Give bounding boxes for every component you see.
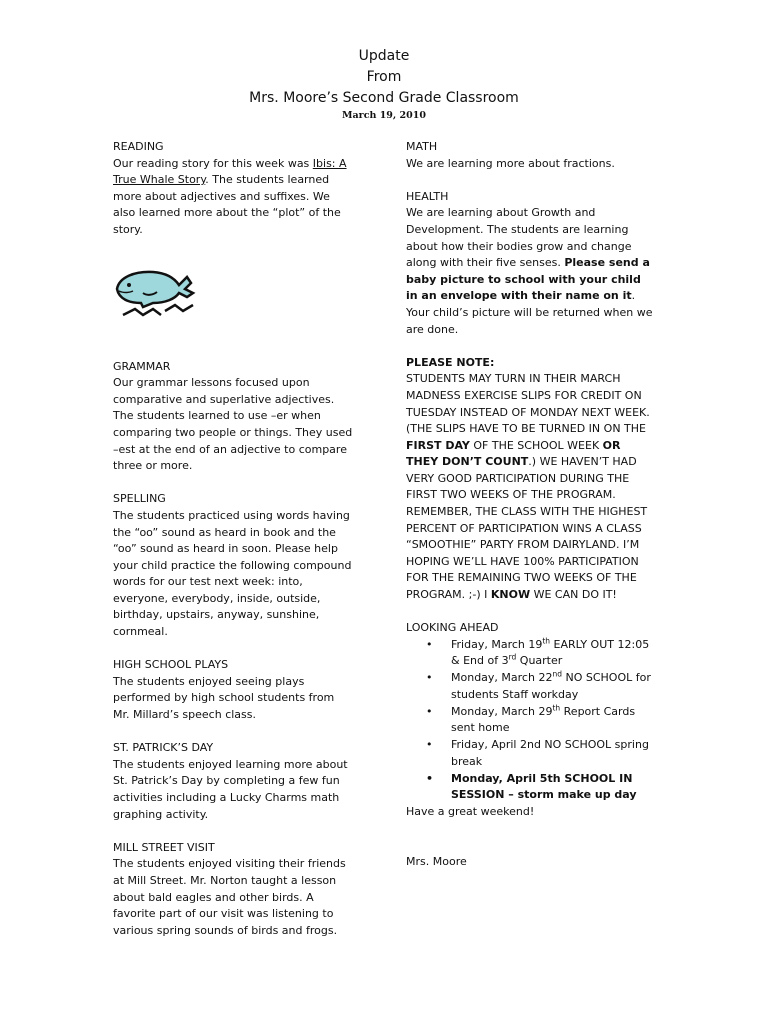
spelling-text: The students practiced using words having the “oo” sound as heard in book and the “oo” sound as heard in soon. Please help your child practice the following compound words for our test next week: into, everyone, everybody, inside, outside, birthday, upstairs, anyway, sunshine, cornmeal. bbox=[113, 508, 352, 639]
bullet-icon: • bbox=[426, 704, 433, 718]
bullet-icon: • bbox=[426, 738, 433, 752]
list-item: • Monday, April 5th SCHOOL IN SESSION – storm make up day bbox=[426, 771, 637, 802]
list-item: • Friday, March 19th EARLY OUT 12:05 & End of 3rd Quarter bbox=[426, 636, 650, 668]
signature: Mrs. Moore bbox=[406, 854, 467, 868]
looking-ahead-heading: LOOKING AHEAD bbox=[406, 621, 499, 635]
date: March 19, 2010 bbox=[342, 110, 426, 121]
mill-street-heading: MILL STREET VISIT bbox=[113, 840, 215, 854]
whale-icon bbox=[113, 263, 197, 321]
math-text: We are learning more about fractions. bbox=[406, 156, 615, 170]
reading-heading: READING bbox=[113, 140, 164, 153]
health-text bbox=[406, 205, 656, 338]
bullet-icon: • bbox=[426, 771, 434, 785]
right-column bbox=[406, 139, 656, 870]
list-item: • Friday, April 2nd NO SCHOOL spring break bbox=[426, 738, 649, 768]
spelling-heading: SPELLING bbox=[113, 492, 166, 506]
newsletter-header bbox=[0, 46, 768, 121]
title: Update bbox=[358, 48, 410, 64]
note-part2: OF THE SCHOOL WEEK bbox=[469, 438, 603, 452]
note-part4: WE CAN DO IT! bbox=[530, 588, 617, 602]
health-text-after: . Your child’s picture will be returned when we are done. bbox=[406, 289, 653, 336]
grammar-text: Our grammar lessons focused upon comparative and superlative adjectives. The students learned to use –er when comparing two people or things. They used –est at the end of an adjective to compare three or more. bbox=[113, 376, 353, 473]
closing-text: Have a great weekend! bbox=[406, 805, 535, 819]
st-patricks-heading: ST. PATRICK’S DAY bbox=[113, 741, 214, 755]
reading-text-after: . The students learned more about adjectives and suffixes. We also learned more about the “plot” of the story. bbox=[113, 173, 341, 236]
list-item: • Monday, March 22nd NO SCHOOL for students Staff workday bbox=[426, 669, 651, 701]
high-school-plays-heading: HIGH SCHOOL PLAYS bbox=[113, 658, 229, 672]
note-bold3: KNOW bbox=[490, 588, 531, 602]
note-part3: .) WE HAVEN’T HAD VERY GOOD PARTICIPATION DURING THE FIRST TWO WEEKS OF THE PROGRAM. REMEMBER, THE CLASS WITH THE HIGHEST PERCENT OF PARTICIPATION WINS A CLASS “SMOOTHIE” PARTY FROM DAIRYLAND. I’M HOPING WE’LL HAVE 100% PARTICIPATION FOR THE REMAINING TWO WEEKS OF THE PROGRAM. ;-) I bbox=[406, 455, 648, 602]
from-line: From bbox=[366, 69, 402, 85]
health-text-bold: Please send a baby picture to school with your child in an envelope with their name on it bbox=[406, 256, 650, 303]
list-item: • Monday, March 29th Report Cards sent home bbox=[426, 703, 636, 735]
health-heading: HEALTH bbox=[406, 189, 449, 203]
bullet-icon: • bbox=[426, 671, 433, 685]
health-text-before: We are learning about Growth and Development. The students are learning about how their bodies grow and change along with their five senses. bbox=[406, 206, 632, 270]
reading-text-before: Our reading story for this week was bbox=[113, 156, 313, 170]
st-patricks-text: The students enjoyed learning more about St. Patrick’s Day by completing a few fun activities including a Lucky Charms math graphing activity. bbox=[113, 757, 348, 821]
note-part1: STUDENTS MAY TURN IN THEIR MARCH MADNESS EXERCISE SLIPS FOR CREDIT ON TUESDAY INSTEAD OF MONDAY NEXT WEEK. (THE SLIPS HAVE TO BE TURNED IN ON THE bbox=[406, 372, 650, 436]
story-title: Ibis: A True Whale Story bbox=[113, 156, 347, 187]
please-note-heading: PLEASE NOTE: bbox=[406, 355, 495, 369]
please-note-text bbox=[406, 371, 656, 603]
grammar-heading: GRAMMAR bbox=[113, 359, 171, 373]
note-bold1: FIRST DAY bbox=[406, 438, 470, 452]
classroom-line: Mrs. Moore’s Second Grade Classroom bbox=[249, 90, 519, 106]
high-school-plays-text: The students enjoyed seeing plays performed by high school students from Mr. Millard’s speech class. bbox=[113, 674, 335, 722]
mill-street-text: The students enjoyed visiting their friends at Mill Street. Mr. Norton taught a lesson about bald eagles and other birds. A favorite part of our visit was listening to various spring sounds of birds and frogs. bbox=[113, 857, 346, 937]
bullet-icon: • bbox=[426, 637, 433, 651]
note-bold2: OR THEY DON’T COUNT bbox=[406, 438, 621, 469]
looking-ahead-list bbox=[406, 637, 656, 804]
math-heading: MATH bbox=[406, 140, 438, 153]
left-column bbox=[113, 139, 353, 939]
reading-text bbox=[113, 156, 353, 239]
